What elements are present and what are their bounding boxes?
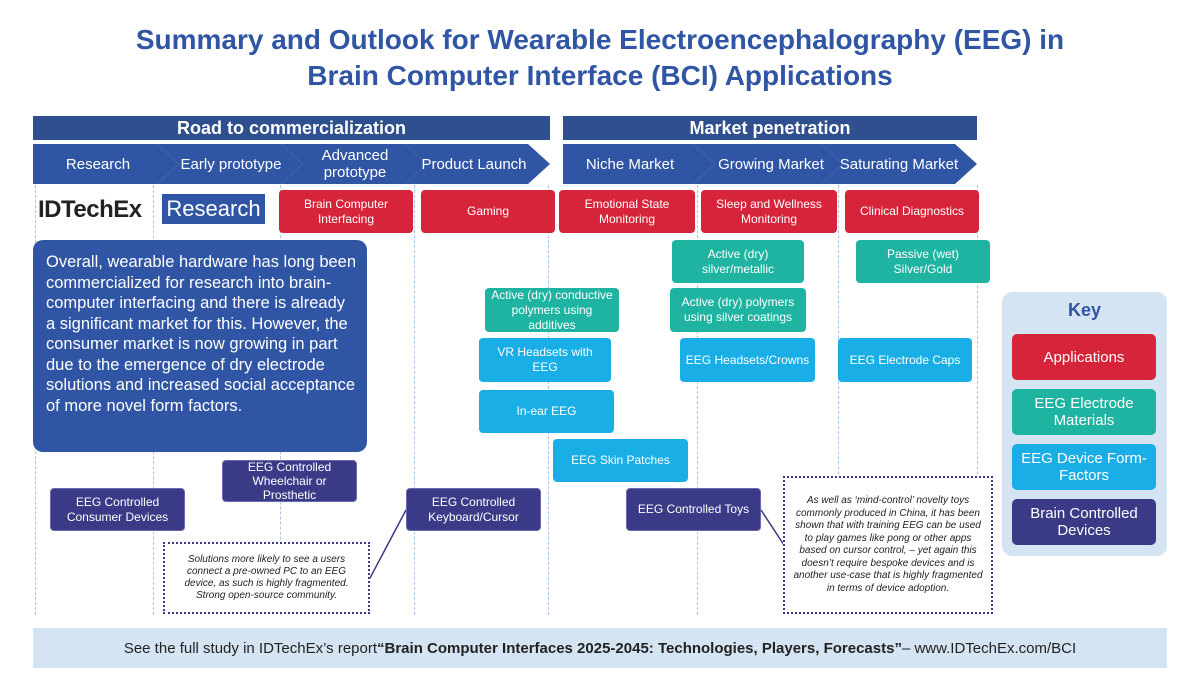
device-wheelchair-prosthetic: EEG Controlled Wheelchair or Prosthetic	[222, 460, 357, 502]
formfactor-skin-patches: EEG Skin Patches	[553, 439, 688, 482]
stage-label: Advanced prototype	[321, 147, 389, 181]
idtechex-logo: IDTechEx	[38, 196, 142, 223]
note-pc-fragmented: Solutions more likely to see a users connect a pre-owned PC to an EEG device, as such is highly fragmented. Strong open-source community.	[163, 542, 370, 614]
stage-label: Niche Market	[585, 155, 675, 173]
footer-suffix: – www.IDTechEx.com/BCI	[901, 639, 1077, 657]
stage-label: Product Launch	[421, 155, 527, 173]
material-active-dry-silver: Active (dry) silver/metallic	[672, 240, 804, 283]
formfactor-eeg-headsets: EEG Headsets/Crowns	[680, 338, 815, 382]
formfactor-vr-headsets: VR Headsets with EEG	[479, 338, 611, 382]
note-toys-use-case: As well as ‘mind-control’ novelty toys commonly produced in China, it has been shown that with training EEG can be used to play games like pong or other apps based on cursor control, – yet again this doesn’t require bespoke devices and is another use-case that is highly fragmented in terms of device adoption.	[783, 476, 993, 614]
application-clinical-diagnostics: Clinical Diagnostics	[845, 190, 979, 233]
summary-textbox: Overall, wearable hardware has long been commercialized for research into brain-computer interfacing and there is already a significant market for this. However, the consumer market is now growing in part due to the emergence of dry electrode solutions and increased social acceptance of more novel form factors.	[33, 240, 367, 452]
footer-report-title: “Brain Computer Interfaces 2025-2045: Technologies, Players, Forecasts”	[377, 639, 902, 657]
phase-road-to-commercialization: Road to commercialization	[33, 116, 550, 140]
formfactor-electrode-caps: EEG Electrode Caps	[838, 338, 972, 382]
title-line-2: Brain Computer Interface (BCI) Applications	[307, 60, 893, 91]
key-item-brain-controlled-devices: Brain Controlled Devices	[1012, 499, 1156, 545]
connector-pc-note	[370, 510, 406, 578]
key-item-applications: Applications	[1012, 334, 1156, 380]
connector-toys-note	[761, 510, 784, 545]
stage-label: Research	[65, 155, 131, 173]
stage-label: Growing Market	[718, 155, 824, 173]
stage-label: Saturating Market	[839, 155, 959, 173]
research-logo-tag: Research	[162, 194, 265, 224]
application-gaming: Gaming	[421, 190, 555, 233]
title-line-1: Summary and Outlook for Wearable Electroencephalography (EEG) in	[135, 24, 1065, 55]
key-item-form-factors: EEG Device Form-Factors	[1012, 444, 1156, 490]
application-bci: Brain Computer Interfacing	[279, 190, 413, 233]
application-sleep-wellness: Sleep and Wellness Monitoring	[701, 190, 837, 233]
key-item-electrode-materials: EEG Electrode Materials	[1012, 389, 1156, 435]
footer-report-link[interactable]	[33, 628, 1167, 668]
device-consumer-devices: EEG Controlled Consumer Devices	[50, 488, 185, 531]
key-title: Key	[1067, 300, 1102, 320]
material-passive-wet-silver-gold: Passive (wet) Silver/Gold	[856, 240, 990, 283]
device-toys: EEG Controlled Toys	[626, 488, 761, 531]
formfactor-in-ear: In-ear EEG	[479, 390, 614, 433]
device-keyboard-cursor: EEG Controlled Keyboard/Cursor	[406, 488, 541, 531]
material-conductive-polymers: Active (dry) conductive polymers using additives	[485, 288, 619, 332]
material-polymers-silver-coatings: Active (dry) polymers using silver coatings	[670, 288, 806, 332]
phase-market-penetration: Market penetration	[563, 116, 977, 140]
application-emotional-state: Emotional State Monitoring	[559, 190, 695, 233]
footer-prefix: See the full study in IDTechEx’s report	[123, 639, 378, 657]
stage-label: Early prototype	[180, 155, 282, 173]
